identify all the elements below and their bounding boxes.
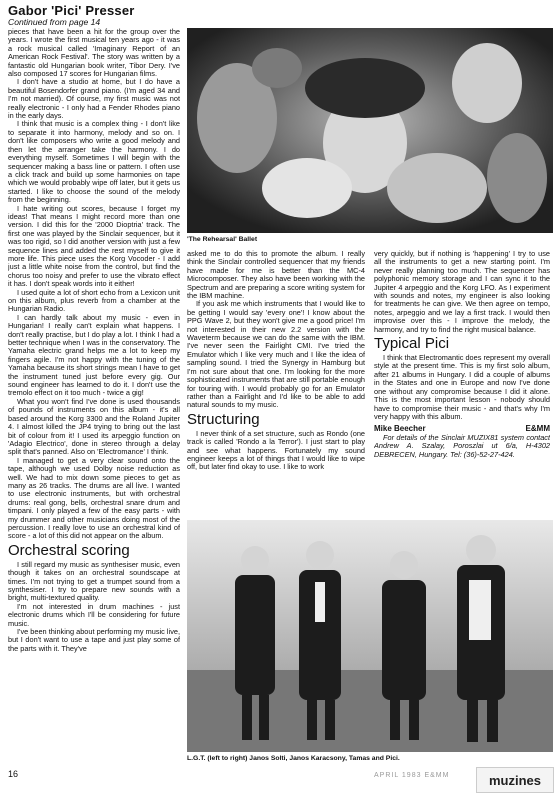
article-column-3 [374, 250, 550, 520]
paragraph: asked me to do this to promote the album. I really think the Sinclair controlled sequencer that my friends have made for me is better than the MC-4 Microcomposer. They also have been working with the Spectrum and are preparing a score writing system for the IBM machine. [187, 250, 365, 301]
page-number: 16 [8, 769, 19, 779]
muzines-logo[interactable]: muzines [476, 767, 554, 793]
paragraph: pieces that have been a hit for the group over the years. I wrote the first musical ten years ago - it was a rock musical called 'Imaginary Report of an American Rock Festival'. The story was written by a fantastic old Hungarian book writer, Tibor Dery. I've also composed 17 scores for Hungarian films. [8, 28, 180, 79]
paragraph: I hate writing out scores, because I forget my ideas! That means I might record more than one version. I did this for the '2000 Dioptria' track. The first one was played by the Sinclair sequencer, but it was too rigid, so I did another version with just a few sequence lines and added the rest myself to give it more life. This piece uses the Korg Vocoder - I add just a little white noise from the control, but find the chorus too noisy and prefer to use the vibrato effect it has. I don't speak words into it either! [8, 203, 180, 289]
article-title: Gabor 'Pici' Presser [8, 3, 135, 18]
paragraph: I can hardly talk about my music - even in Hungarian! I really can't explain what happens. I don't really practise, but I do play a lot. I think I had a better technique when I was in the conservatory. The Yamaha electric grand helps me a lot to keep my fingers agile. I'm not happy with the tuning of the Yamaha because its short strings mean I have to get the instrument tuned just before every gig. Our sound engineer has learned to do it. I don't use the tremolo effect on it too much - twice a gig! [8, 312, 180, 398]
ballet-photo-image [187, 28, 553, 233]
paragraph: I managed to get a very clear sound onto the tape, although we used Dolby noise reduction as well. We had to mix down some pieces to get as many as 26 tracks. The drums are all live. I wanted to use electronic instruments, but with orchestral drums: real gong, bells, orchestral snare drum and timpani. I only played a few of the easy parts - with my drummer and other musicians doing most of the percussion. I really love to use an orchestral kind of score - a lot of this did not appear on the album. [8, 455, 180, 541]
contact-details: For details of the Sinclair MUZIX81 system contact Andrew A. Szalay, Poroszlai ut 6/a, H-4302 DEBRECEN, Hungary. Tel: (36)-52-27-424. [374, 432, 550, 459]
band-photo-image [187, 520, 553, 752]
article-column-1 [8, 28, 180, 750]
issue-footer [374, 772, 449, 779]
article-column-2 [187, 250, 365, 512]
paragraph: I never think of a set structure, such as Rondo (one track is called 'Rondo a la Terror'). I just start to play and see what happens. Fortunately my sound engineer keeps a lot of things that I would like to wipe off, but later find okay to use. I like to work [187, 428, 365, 472]
ballet-photo [187, 28, 553, 233]
paragraph: very quickly, but if nothing is 'happening' I try to use all the instruments to get a new starting point. I'm never really planning too much. The sequencer has polyphonic memory storage and I can sync it to the Jupiter 4 arpeggio and the Korg LFO. As I experiment with sounds and notes, my engineer is also looking for treatments he can give. We then agree on tempo, notes, arpeggio and we lay a first track. I would then improvise over this - I improve the melody, the harmony, and try to find the right musical balance. [374, 250, 550, 334]
issue-date: APRIL 1983 [374, 772, 422, 779]
section-heading-orchestral-scoring: Orchestral scoring [8, 541, 130, 559]
band-photo-caption: L.G.T. (left to right) Janos Solti, Janos Karacsony, Tamas and Pici. [187, 755, 400, 762]
paragraph: If you ask me which instruments that I would like to be getting I would say 'every one'! I know about the PPG Wave 2, but they won't give me a good price! I'm not interested in their new 2.2 version with the Waveterm because we can do the same with the IBM. I've never seen the Fairlight CMI. I've tried the Emulator which I like very much and I like the idea of sampling sound. I tried the Synergy in Hamburg but I'm not sure about that one. I'm looking for the more sophisticated instruments that are still portable enough for touring with. I would probably go for an Emulator rather than a Fairlight and I'd like to be able to add natural sounds to my music. [187, 299, 365, 410]
paragraph: I've been thinking about performing my music live, but I don't want to use a tape and just play some of the parts with it. They've [8, 627, 180, 653]
paragraph: I still regard my music as synthesiser music, even though it takes on an orchestral soundscape at times. I'm not trying to get a trumpet sound from a synthesiser. I try to prepare new sounds with a bright, multi-textured quality. [8, 559, 180, 603]
band-photo [187, 520, 553, 752]
paragraph: What you won't find I've done is used thousands of pounds of instruments on this album - it's all based around the Korg 3300 and the Roland Jupiter 4. I almost killed the JP4 trying to bring out the last bit of colour from it! I used its arpeggio function on 'Adagio Electrico', done in stereo through a delay split that's panned. Also on 'Electromance' I think. [8, 396, 180, 457]
author-name: Mike Beecher [374, 424, 426, 434]
paragraph: I'm not interested in drum machines - just electronic drums which I'll be considering for future music. [8, 601, 180, 628]
continued-note: Continued from page 14 [8, 17, 101, 27]
section-heading-typical-pici: Typical Pici [374, 335, 450, 353]
paragraph: I used quite a lot of short echo from a Lexicon unit on this album, plus reverb from a chamber at the Hungarian Radio. [8, 287, 180, 314]
section-heading-structuring: Structuring [187, 410, 260, 428]
paragraph: I think that Electromantic does represent my overall style at the present time. This is my first solo album, after 21 albums in Hungary. I did a couple of albums in the States and one in Europe and now I've done one without any compromise because I did it alone. This is the most important lesson - nobody should have to compromise their music - and that's why I'm very happy with this album. [374, 353, 550, 421]
ballet-photo-caption: 'The Rehearsal' Ballet [187, 236, 258, 243]
magazine-name: E&MM [424, 772, 450, 779]
paragraph: I think that music is a complex thing - I don't like to separate it into harmony, melody and so on. I don't like composers who write a good melody and then let the arranger take the harmony. I do everything myself. Sometimes I will begin with the sequencer making a bass line or pattern. I often use a click track and build up some harmonies on tape which we would probably wipe off later, but it gets us started. I like to choose the sound of the melody from the beginning. [8, 119, 180, 205]
paragraph: I don't have a studio at home, but I do have a beautiful Bosendorfer grand piano. (I'm aged 34 and I'm not married). Of course, my first music was not really electronic - I only had a Fender Rhodes piano in the early days. [8, 77, 180, 121]
magazine-tag: E&MM [525, 424, 550, 434]
